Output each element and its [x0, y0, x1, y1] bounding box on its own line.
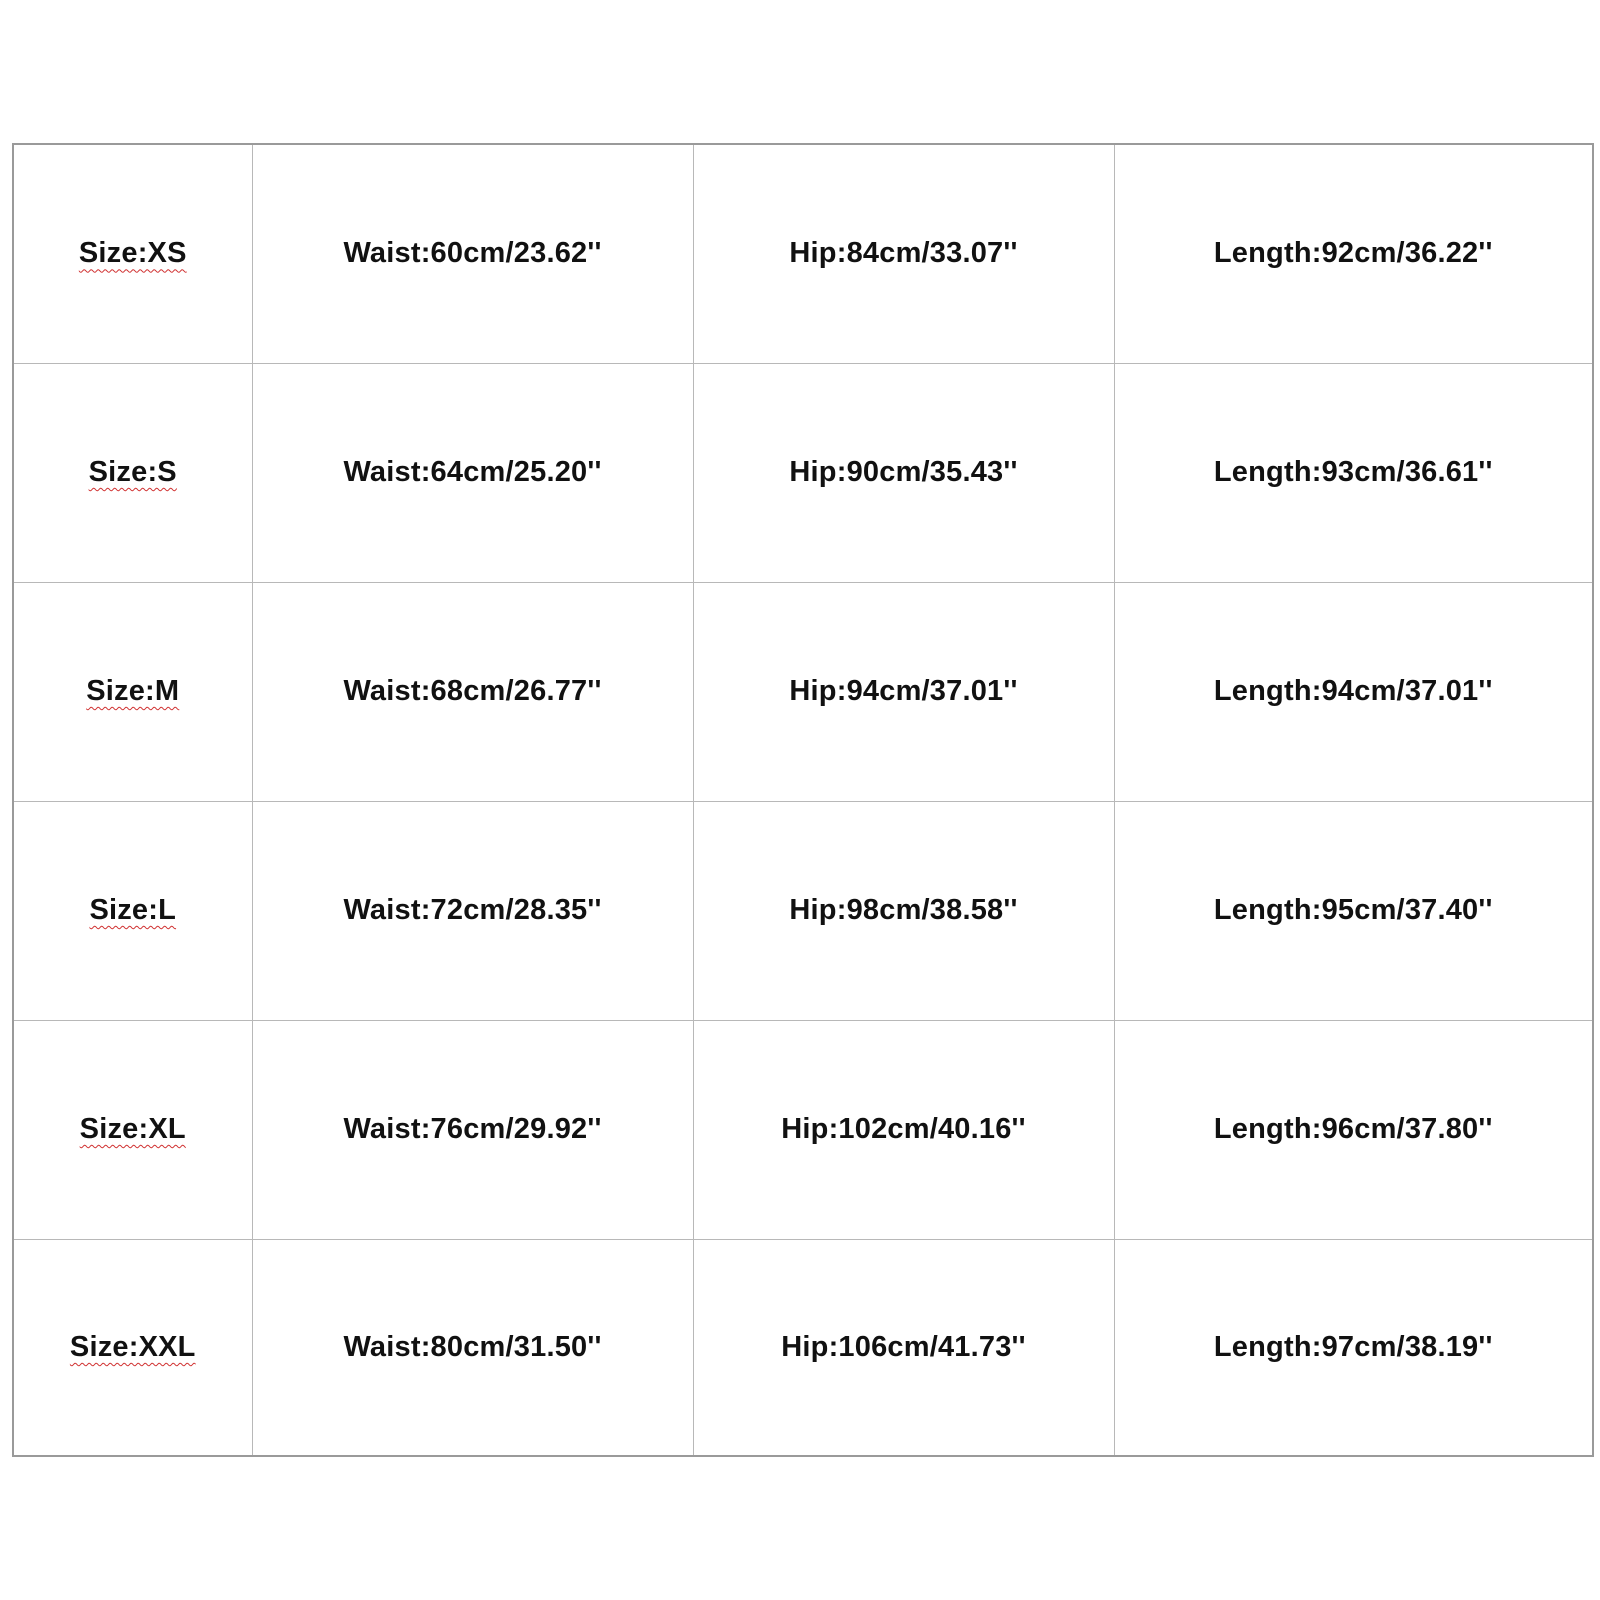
table-row [13, 582, 1593, 801]
size-cell [13, 1239, 252, 1456]
length-cell: Length:92cm/36.22'' [1114, 144, 1593, 363]
hip-cell: Hip:90cm/35.43'' [693, 363, 1114, 582]
size-cell [13, 801, 252, 1020]
waist-cell: Waist:76cm/29.92'' [252, 1020, 693, 1239]
table-row [13, 801, 1593, 1020]
waist-cell: Waist:80cm/31.50'' [252, 1239, 693, 1456]
waist-cell: Waist:64cm/25.20'' [252, 363, 693, 582]
table-row [13, 1239, 1593, 1456]
hip-cell: Hip:94cm/37.01'' [693, 582, 1114, 801]
table-row [13, 144, 1593, 363]
size-cell [13, 144, 252, 363]
length-cell: Length:97cm/38.19'' [1114, 1239, 1593, 1456]
size-label: Size:XXL [69, 1330, 196, 1363]
size-chart-table [12, 143, 1594, 1457]
size-cell [13, 582, 252, 801]
waist-cell: Waist:68cm/26.77'' [252, 582, 693, 801]
size-label: Size:XL [79, 1113, 186, 1145]
table-row [13, 1020, 1593, 1239]
length-cell: Length:95cm/37.40'' [1114, 801, 1593, 1020]
size-label: Size:L [89, 894, 177, 926]
table-row [13, 363, 1593, 582]
size-label: Size:M [86, 675, 180, 707]
hip-cell: Hip:98cm/38.58'' [693, 801, 1114, 1020]
size-cell [13, 1020, 252, 1239]
length-cell: Length:93cm/36.61'' [1114, 363, 1593, 582]
hip-cell: Hip:106cm/41.73'' [693, 1239, 1114, 1456]
hip-cell: Hip:102cm/40.16'' [693, 1020, 1114, 1239]
size-label: Size:XS [78, 237, 187, 270]
hip-cell: Hip:84cm/33.07'' [693, 144, 1114, 363]
size-label: Size:S [88, 456, 177, 488]
waist-cell: Waist:72cm/28.35'' [252, 801, 693, 1020]
waist-cell: Waist:60cm/23.62'' [252, 144, 693, 363]
length-cell: Length:94cm/37.01'' [1114, 582, 1593, 801]
size-cell [13, 363, 252, 582]
length-cell: Length:96cm/37.80'' [1114, 1020, 1593, 1239]
